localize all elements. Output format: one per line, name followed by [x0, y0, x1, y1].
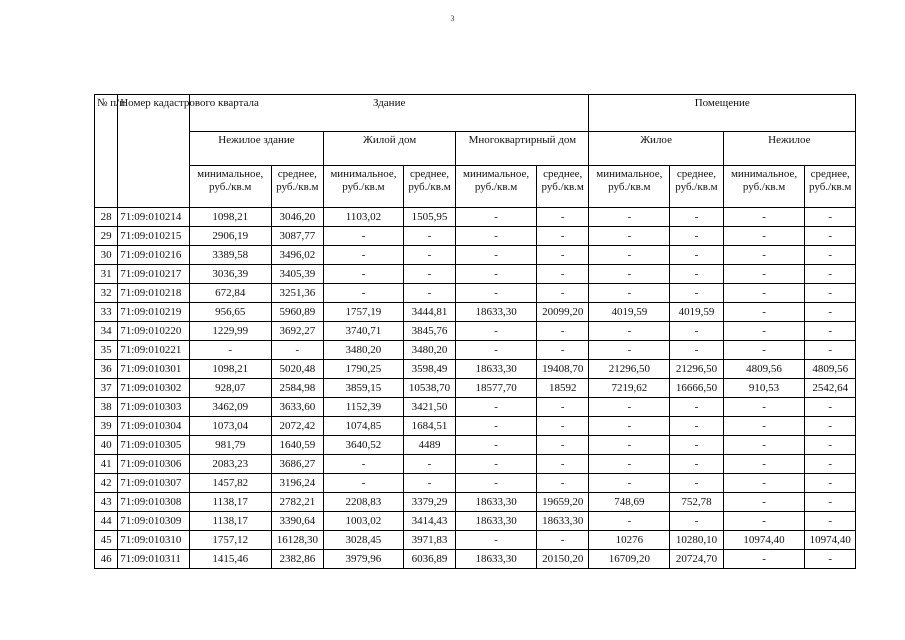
- price-cell: -: [723, 265, 805, 284]
- header-premises-group: Помещение: [589, 95, 856, 132]
- header-subgroup-residential-premises: Жилое: [589, 132, 723, 166]
- cadastral-quarter-code: 71:09:010306: [118, 455, 190, 474]
- header-minimal: минимальное, руб./кв.м: [723, 166, 805, 208]
- price-cell: 2782,21: [271, 493, 323, 512]
- table-row: [95, 455, 856, 474]
- table-row: [95, 379, 856, 398]
- price-cell: -: [536, 246, 589, 265]
- row-number: 32: [95, 284, 118, 303]
- price-cell: 1152,39: [324, 398, 404, 417]
- price-cell: 18592: [536, 379, 589, 398]
- price-cell: -: [589, 455, 670, 474]
- price-cell: -: [805, 493, 856, 512]
- cadastral-quarter-code: 71:09:010220: [118, 322, 190, 341]
- price-cell: -: [670, 512, 723, 531]
- price-cell: 3196,24: [271, 474, 323, 493]
- price-cell: 4019,59: [589, 303, 670, 322]
- price-cell: -: [271, 341, 323, 360]
- price-cell: 21296,50: [670, 360, 723, 379]
- price-cell: -: [403, 455, 455, 474]
- price-cell: 3462,09: [189, 398, 271, 417]
- price-cell: -: [403, 246, 455, 265]
- row-number: 34: [95, 322, 118, 341]
- price-cell: 18633,30: [536, 512, 589, 531]
- cadastral-price-table: [94, 94, 856, 569]
- header-average: среднее, руб./кв.м: [670, 166, 723, 208]
- cadastral-quarter-code: 71:09:010216: [118, 246, 190, 265]
- header-minimal: минимальное, руб./кв.м: [456, 166, 537, 208]
- price-cell: 672,84: [189, 284, 271, 303]
- price-cell: -: [723, 417, 805, 436]
- price-cell: 16128,30: [271, 531, 323, 550]
- table-row: [95, 398, 856, 417]
- price-cell: -: [723, 284, 805, 303]
- header-subgroup-nonresidential-building: Нежилое здание: [189, 132, 323, 166]
- header-average: среднее, руб./кв.м: [271, 166, 323, 208]
- price-cell: -: [456, 322, 537, 341]
- price-cell: 4489: [403, 436, 455, 455]
- table-row: [95, 246, 856, 265]
- price-cell: 4809,56: [805, 360, 856, 379]
- cadastral-quarter-code: 71:09:010301: [118, 360, 190, 379]
- price-cell: 2382,86: [271, 550, 323, 569]
- price-cell: -: [670, 265, 723, 284]
- table-row: [95, 360, 856, 379]
- price-cell: -: [456, 284, 537, 303]
- price-cell: -: [670, 436, 723, 455]
- price-cell: -: [589, 227, 670, 246]
- price-cell: 1229,99: [189, 322, 271, 341]
- price-cell: 3389,58: [189, 246, 271, 265]
- price-cell: -: [670, 455, 723, 474]
- row-number: 45: [95, 531, 118, 550]
- price-cell: 3692,27: [271, 322, 323, 341]
- price-cell: 19659,20: [536, 493, 589, 512]
- row-number: 28: [95, 208, 118, 227]
- row-number: 46: [95, 550, 118, 569]
- price-cell: -: [324, 227, 404, 246]
- header-subgroup-apartment-building: Многоквартирный дом: [456, 132, 589, 166]
- price-cell: -: [723, 341, 805, 360]
- table-row: [95, 341, 856, 360]
- price-cell: -: [589, 208, 670, 227]
- price-cell: 19408,70: [536, 360, 589, 379]
- table-row: [95, 284, 856, 303]
- price-cell: -: [805, 303, 856, 322]
- row-number: 39: [95, 417, 118, 436]
- table-row: [95, 493, 856, 512]
- price-cell: 20150,20: [536, 550, 589, 569]
- row-number: 36: [95, 360, 118, 379]
- price-cell: 1103,02: [324, 208, 404, 227]
- row-number: 41: [95, 455, 118, 474]
- price-cell: -: [536, 417, 589, 436]
- price-cell: -: [589, 284, 670, 303]
- cadastral-quarter-code: 71:09:010311: [118, 550, 190, 569]
- price-cell: 20724,70: [670, 550, 723, 569]
- price-cell: 18633,30: [456, 360, 537, 379]
- price-cell: 3740,71: [324, 322, 404, 341]
- row-number: 42: [95, 474, 118, 493]
- price-cell: 3028,45: [324, 531, 404, 550]
- price-cell: 3845,76: [403, 322, 455, 341]
- price-cell: 3421,50: [403, 398, 455, 417]
- price-cell: -: [805, 208, 856, 227]
- price-cell: -: [805, 550, 856, 569]
- price-cell: 16709,20: [589, 550, 670, 569]
- price-cell: -: [723, 303, 805, 322]
- table-row: [95, 531, 856, 550]
- table-row: [95, 208, 856, 227]
- price-cell: -: [536, 227, 589, 246]
- price-cell: 1098,21: [189, 208, 271, 227]
- price-cell: -: [723, 493, 805, 512]
- price-cell: 3414,43: [403, 512, 455, 531]
- price-cell: -: [456, 227, 537, 246]
- table-row: [95, 436, 856, 455]
- price-cell: -: [805, 417, 856, 436]
- price-cell: 3859,15: [324, 379, 404, 398]
- price-cell: -: [456, 341, 537, 360]
- header-building-group: Здание: [189, 95, 589, 132]
- price-cell: -: [536, 455, 589, 474]
- price-cell: 1757,12: [189, 531, 271, 550]
- price-cell: -: [805, 227, 856, 246]
- header-minimal: минимальное, руб./кв.м: [589, 166, 670, 208]
- price-cell: -: [670, 322, 723, 341]
- price-cell: -: [536, 474, 589, 493]
- price-cell: -: [723, 246, 805, 265]
- price-cell: -: [805, 322, 856, 341]
- price-cell: -: [589, 474, 670, 493]
- price-cell: 3496,02: [271, 246, 323, 265]
- row-number: 43: [95, 493, 118, 512]
- price-cell: 3480,20: [403, 341, 455, 360]
- price-cell: -: [403, 284, 455, 303]
- price-cell: 981,79: [189, 436, 271, 455]
- price-cell: 3087,77: [271, 227, 323, 246]
- cadastral-quarter-code: 71:09:010219: [118, 303, 190, 322]
- price-cell: -: [403, 474, 455, 493]
- price-cell: -: [456, 246, 537, 265]
- price-cell: 3405,39: [271, 265, 323, 284]
- price-cell: -: [536, 436, 589, 455]
- price-cell: -: [456, 417, 537, 436]
- table-row: [95, 227, 856, 246]
- price-cell: 10276: [589, 531, 670, 550]
- price-cell: -: [805, 474, 856, 493]
- price-cell: 16666,50: [670, 379, 723, 398]
- price-cell: 5960,89: [271, 303, 323, 322]
- price-cell: -: [589, 341, 670, 360]
- cadastral-quarter-code: 71:09:010214: [118, 208, 190, 227]
- price-cell: 3036,39: [189, 265, 271, 284]
- price-cell: -: [536, 322, 589, 341]
- price-cell: 10974,40: [723, 531, 805, 550]
- price-cell: -: [324, 246, 404, 265]
- price-cell: 3640,52: [324, 436, 404, 455]
- table-row: [95, 303, 856, 322]
- price-cell: 2208,83: [324, 493, 404, 512]
- price-cell: 1415,46: [189, 550, 271, 569]
- header-cadastral-quarter: Номер кадастрового квартала: [118, 95, 190, 208]
- price-cell: 7219,62: [589, 379, 670, 398]
- header-average: среднее, руб./кв.м: [536, 166, 589, 208]
- price-cell: 1098,21: [189, 360, 271, 379]
- price-cell: -: [805, 398, 856, 417]
- price-cell: 3971,83: [403, 531, 455, 550]
- row-number: 30: [95, 246, 118, 265]
- price-cell: 1684,51: [403, 417, 455, 436]
- price-cell: 1790,25: [324, 360, 404, 379]
- price-cell: 1073,04: [189, 417, 271, 436]
- price-cell: 10974,40: [805, 531, 856, 550]
- price-cell: 5020,48: [271, 360, 323, 379]
- cadastral-quarter-code: 71:09:010303: [118, 398, 190, 417]
- price-cell: -: [805, 436, 856, 455]
- header-minimal: минимальное, руб./кв.м: [189, 166, 271, 208]
- price-cell: -: [456, 436, 537, 455]
- price-cell: -: [456, 265, 537, 284]
- price-cell: -: [670, 208, 723, 227]
- price-cell: -: [324, 284, 404, 303]
- price-cell: 18577,70: [456, 379, 537, 398]
- price-cell: -: [456, 531, 537, 550]
- price-cell: -: [536, 265, 589, 284]
- price-cell: 1640,59: [271, 436, 323, 455]
- price-cell: 1003,02: [324, 512, 404, 531]
- header-subgroup-residential-house: Жилой дом: [324, 132, 456, 166]
- price-cell: 3046,20: [271, 208, 323, 227]
- row-number: 37: [95, 379, 118, 398]
- row-number: 38: [95, 398, 118, 417]
- price-cell: -: [723, 512, 805, 531]
- price-cell: -: [723, 455, 805, 474]
- price-cell: -: [536, 341, 589, 360]
- price-cell: 1757,19: [324, 303, 404, 322]
- price-cell: 1505,95: [403, 208, 455, 227]
- price-cell: 6036,89: [403, 550, 455, 569]
- price-cell: -: [589, 398, 670, 417]
- price-cell: -: [589, 265, 670, 284]
- price-cell: 4019,59: [670, 303, 723, 322]
- price-cell: 1138,17: [189, 512, 271, 531]
- row-number: 40: [95, 436, 118, 455]
- cadastral-quarter-code: 71:09:010307: [118, 474, 190, 493]
- cadastral-quarter-code: 71:09:010302: [118, 379, 190, 398]
- price-cell: -: [324, 455, 404, 474]
- header-subgroup-nonresidential-premises: Нежилое: [723, 132, 855, 166]
- price-cell: -: [589, 512, 670, 531]
- price-cell: 2584,98: [271, 379, 323, 398]
- price-cell: -: [456, 474, 537, 493]
- header-average: среднее, руб./кв.м: [403, 166, 455, 208]
- price-cell: -: [805, 246, 856, 265]
- price-cell: 20099,20: [536, 303, 589, 322]
- price-cell: 1138,17: [189, 493, 271, 512]
- price-cell: -: [805, 341, 856, 360]
- header-minimal: минимальное, руб./кв.м: [324, 166, 404, 208]
- price-cell: -: [723, 398, 805, 417]
- price-cell: -: [589, 322, 670, 341]
- price-cell: -: [189, 341, 271, 360]
- price-cell: 748,69: [589, 493, 670, 512]
- price-cell: 2542,64: [805, 379, 856, 398]
- price-cell: -: [403, 227, 455, 246]
- price-cell: 3598,49: [403, 360, 455, 379]
- cadastral-quarter-code: 71:09:010309: [118, 512, 190, 531]
- price-cell: -: [536, 398, 589, 417]
- price-cell: 2072,42: [271, 417, 323, 436]
- price-cell: -: [805, 455, 856, 474]
- price-cell: 910,53: [723, 379, 805, 398]
- cadastral-quarter-code: 71:09:010215: [118, 227, 190, 246]
- price-cell: -: [670, 417, 723, 436]
- price-cell: -: [670, 246, 723, 265]
- price-cell: 3686,27: [271, 455, 323, 474]
- price-cell: 752,78: [670, 493, 723, 512]
- price-cell: 21296,50: [589, 360, 670, 379]
- price-cell: -: [324, 474, 404, 493]
- price-cell: -: [456, 455, 537, 474]
- cadastral-quarter-code: 71:09:010217: [118, 265, 190, 284]
- price-cell: -: [670, 341, 723, 360]
- price-cell: 3480,20: [324, 341, 404, 360]
- price-cell: 3633,60: [271, 398, 323, 417]
- table-row: [95, 512, 856, 531]
- price-cell: 3251,36: [271, 284, 323, 303]
- price-cell: 1074,85: [324, 417, 404, 436]
- price-cell: 18633,30: [456, 512, 537, 531]
- header-average: среднее, руб./кв.м: [805, 166, 856, 208]
- price-cell: -: [536, 531, 589, 550]
- price-cell: 1457,82: [189, 474, 271, 493]
- price-cell: 10538,70: [403, 379, 455, 398]
- price-cell: -: [723, 436, 805, 455]
- price-cell: -: [536, 208, 589, 227]
- price-cell: 10280,10: [670, 531, 723, 550]
- cadastral-quarter-code: 71:09:010221: [118, 341, 190, 360]
- price-cell: -: [723, 550, 805, 569]
- row-number: 44: [95, 512, 118, 531]
- price-cell: -: [589, 246, 670, 265]
- price-cell: 3390,64: [271, 512, 323, 531]
- price-cell: 3379,29: [403, 493, 455, 512]
- price-cell: -: [456, 398, 537, 417]
- price-cell: -: [589, 436, 670, 455]
- header-number: № п/п: [95, 95, 118, 208]
- price-cell: -: [670, 227, 723, 246]
- table-row: [95, 550, 856, 569]
- price-cell: -: [589, 417, 670, 436]
- price-cell: -: [805, 512, 856, 531]
- price-cell: -: [723, 227, 805, 246]
- price-cell: -: [403, 265, 455, 284]
- table-row: [95, 265, 856, 284]
- price-cell: 18633,30: [456, 303, 537, 322]
- price-cell: -: [324, 265, 404, 284]
- price-cell: -: [456, 208, 537, 227]
- cadastral-quarter-code: 71:09:010218: [118, 284, 190, 303]
- price-cell: 956,65: [189, 303, 271, 322]
- price-cell: 18633,30: [456, 550, 537, 569]
- table-row: [95, 322, 856, 341]
- price-cell: -: [670, 474, 723, 493]
- table-row: [95, 474, 856, 493]
- price-cell: 928,07: [189, 379, 271, 398]
- price-cell: -: [536, 284, 589, 303]
- row-number: 29: [95, 227, 118, 246]
- page-number: 3: [450, 14, 455, 23]
- price-cell: -: [805, 284, 856, 303]
- cadastral-quarter-code: 71:09:010304: [118, 417, 190, 436]
- price-cell: -: [805, 265, 856, 284]
- price-cell: 3979,96: [324, 550, 404, 569]
- price-cell: -: [670, 284, 723, 303]
- row-number: 35: [95, 341, 118, 360]
- cadastral-quarter-code: 71:09:010310: [118, 531, 190, 550]
- cadastral-quarter-code: 71:09:010305: [118, 436, 190, 455]
- price-cell: 3444,81: [403, 303, 455, 322]
- price-cell: -: [723, 208, 805, 227]
- price-cell: 18633,30: [456, 493, 537, 512]
- price-cell: -: [670, 398, 723, 417]
- cadastral-quarter-code: 71:09:010308: [118, 493, 190, 512]
- price-cell: 4809,56: [723, 360, 805, 379]
- price-cell: -: [723, 474, 805, 493]
- table-row: [95, 417, 856, 436]
- price-cell: 2906,19: [189, 227, 271, 246]
- price-cell: -: [723, 322, 805, 341]
- row-number: 33: [95, 303, 118, 322]
- price-cell: 2083,23: [189, 455, 271, 474]
- row-number: 31: [95, 265, 118, 284]
